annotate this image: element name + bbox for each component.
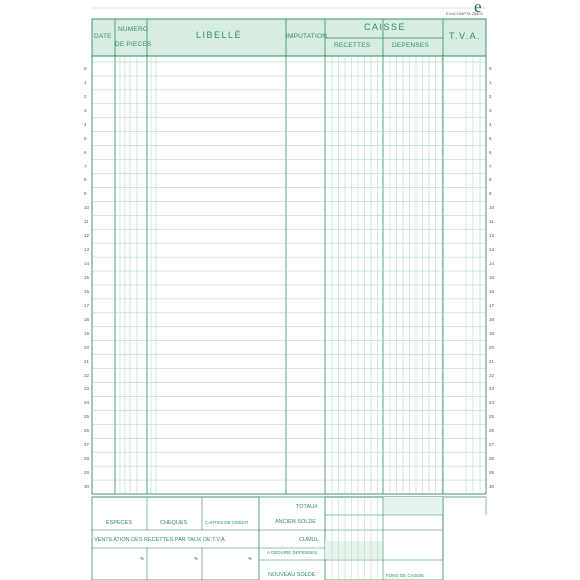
column-libelle: LIBELLÉ xyxy=(196,30,243,40)
brand-logo: e xyxy=(474,0,482,16)
row-number-right: 23 xyxy=(489,386,495,392)
row-number-right: 16 xyxy=(489,288,495,294)
column-depenses: DEPENSES xyxy=(392,42,430,49)
row-number-right: 27 xyxy=(489,442,495,448)
row-number-left: 30 xyxy=(84,484,90,490)
row-number-right: 9 xyxy=(489,191,492,197)
row-number-right: 25 xyxy=(489,414,495,420)
footer-especes: ESPECES xyxy=(106,520,132,526)
row-number-right: 15 xyxy=(489,275,495,280)
row-number-right: 19 xyxy=(489,330,495,336)
row-number-left: 28 xyxy=(84,456,90,462)
row-number-left: 15 xyxy=(84,275,90,280)
column-numero: NUMERO xyxy=(118,26,149,33)
vat-percent-3: % xyxy=(248,556,253,561)
row-number-left: 12 xyxy=(84,233,90,239)
row-number-right: 29 xyxy=(489,470,495,476)
row-number-left: 25 xyxy=(84,414,90,420)
column-tva: T.V.A. xyxy=(449,31,482,41)
row-number-right: 17 xyxy=(489,302,495,308)
totals-shade xyxy=(383,497,443,515)
row-number-right: 11 xyxy=(489,219,494,225)
footer-cumul: CUMUL xyxy=(299,537,319,543)
row-number-left: 7 xyxy=(84,163,87,169)
row-number-left: 23 xyxy=(84,386,90,392)
row-number-left: 22 xyxy=(84,372,90,378)
row-number-right: 6 xyxy=(489,149,492,155)
row-number-right: 8 xyxy=(489,177,492,183)
row-number-left: 21 xyxy=(84,358,90,364)
row-number-left: 17 xyxy=(84,302,90,308)
row-number-left: 13 xyxy=(84,247,90,253)
row-number-right: 20 xyxy=(489,344,495,350)
row-number-left: 8 xyxy=(84,177,87,183)
row-number-left: 9 xyxy=(84,191,87,197)
footer-cartes-de-credit: CARTES DE CRÉDIT xyxy=(205,520,249,525)
column-recettes: RECETTES xyxy=(334,42,371,49)
row-number-left: 26 xyxy=(84,428,90,434)
row-number-right: 3 xyxy=(489,107,492,113)
row-number-left: 11 xyxy=(84,219,89,225)
footer-totaux: TOTAUX xyxy=(296,504,318,510)
row-number-left: 27 xyxy=(84,442,90,448)
row-number-right: 0 xyxy=(489,65,492,71)
row-number-left: 10 xyxy=(84,205,90,211)
row-number-left: 2 xyxy=(84,93,87,99)
row-number-left: 4 xyxy=(84,121,87,127)
footer-a-deduire: A DEDUIRE DEPENSES xyxy=(267,550,318,555)
row-number-right: 1 xyxy=(489,79,492,85)
row-number-left: 24 xyxy=(84,400,90,406)
row-number-right: 14 xyxy=(489,261,495,267)
column-date: DATE xyxy=(94,33,112,40)
row-number-right: 2 xyxy=(489,93,492,99)
row-number-left: 3 xyxy=(84,107,87,113)
row-number-left: 0 xyxy=(84,65,87,71)
row-number-right: 13 xyxy=(489,247,495,253)
row-number-right: 24 xyxy=(489,400,495,406)
deduire-shade xyxy=(325,541,383,559)
row-number-left: 29 xyxy=(84,470,90,476)
footer-cheques: CHEQUES xyxy=(160,520,188,526)
row-number-left: 20 xyxy=(84,344,90,350)
row-number-right: 21 xyxy=(489,358,495,364)
row-number-left: 19 xyxy=(84,330,90,336)
row-number-left: 16 xyxy=(84,288,90,294)
form-reference: EXACOMPTA 23502 xyxy=(446,11,483,16)
column-de-pieces: DE PIECES xyxy=(115,41,152,48)
row-number-right: 28 xyxy=(489,456,495,462)
row-number-left: 14 xyxy=(84,261,90,267)
row-number-left: 6 xyxy=(84,149,87,155)
row-number-left: 1 xyxy=(84,79,87,85)
vat-percent-2: % xyxy=(194,556,199,561)
column-caisse: CAISSE xyxy=(364,22,407,32)
footer-ancien-solde: ANCIEN SOLDE xyxy=(275,519,316,525)
row-number-left: 18 xyxy=(84,316,90,322)
row-number-right: 26 xyxy=(489,428,495,434)
footer-fond-de-caisse: FOND DE CAISSE xyxy=(386,573,425,578)
row-number-right: 7 xyxy=(489,163,492,169)
footer-ventilation: VENTILATION DES RECETTES PAR TAUX DE T.V.A. xyxy=(94,537,227,543)
row-number-right: 30 xyxy=(489,484,495,490)
row-number-right: 18 xyxy=(489,316,495,322)
column-imputation: IMPUTATION xyxy=(286,33,328,40)
vat-percent-1: % xyxy=(140,556,145,561)
footer-nouveau-solde: NOUVEAU SOLDE xyxy=(268,572,316,578)
row-number-left: 5 xyxy=(84,135,87,141)
row-number-right: 5 xyxy=(489,135,492,141)
row-number-right: 4 xyxy=(489,121,492,127)
row-number-right: 10 xyxy=(489,205,495,211)
row-number-right: 22 xyxy=(489,372,495,378)
row-number-right: 12 xyxy=(489,233,495,239)
